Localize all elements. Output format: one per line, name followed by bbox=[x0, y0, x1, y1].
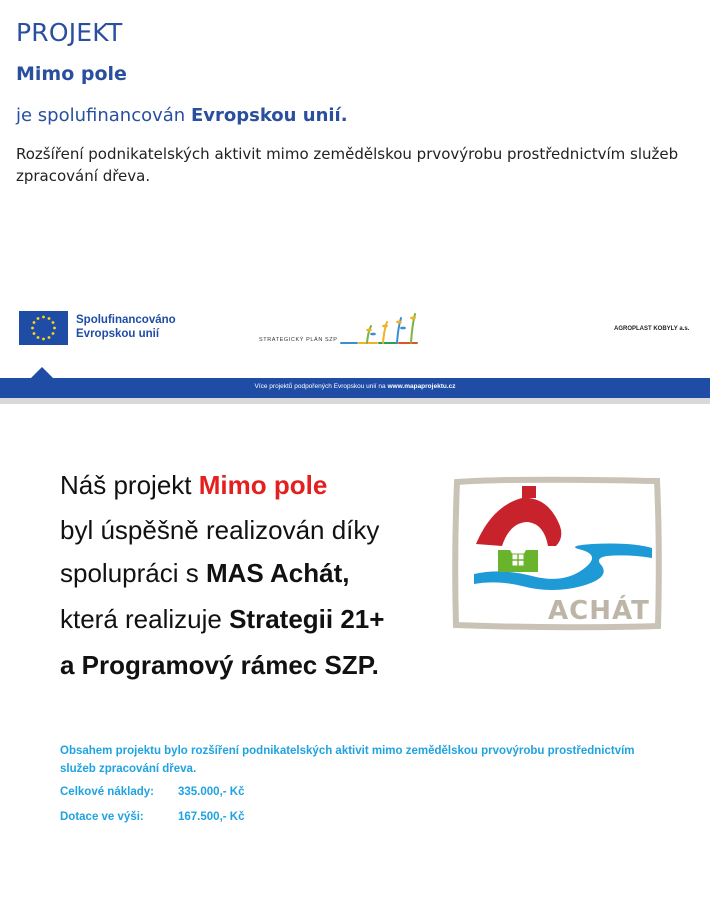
cofinancing-line bbox=[16, 105, 348, 126]
statement-line-5: a Programový rámec SZP. bbox=[60, 650, 379, 680]
szp-plants-icon bbox=[337, 310, 421, 346]
info-bar-text bbox=[0, 383, 710, 390]
statement-line-4 bbox=[60, 604, 384, 635]
statement-l1-prefix: Náš projekt bbox=[60, 470, 192, 500]
page-title: PROJEKT bbox=[16, 18, 123, 47]
statement-mas-achat: MAS Achát, bbox=[205, 558, 350, 588]
cost-value: 335.000,- Kč bbox=[178, 786, 245, 798]
bar-pointer bbox=[31, 367, 53, 378]
eu-flag-icon bbox=[19, 311, 68, 345]
cofinancing-eu: Evropskou unií. bbox=[190, 105, 348, 126]
statement-line-1 bbox=[60, 470, 327, 501]
statement-line-2: byl úspěšně realizován díky bbox=[60, 515, 380, 545]
footer-description: Obsahem projektu bylo rozšíření podnikatelských aktivit mimo zemědělskou prvovýrobu prostřednictvím služeb zpracování dřeva. bbox=[60, 745, 635, 775]
bar-shadow bbox=[0, 398, 710, 404]
statement-strategy: Strategii 21+ bbox=[229, 604, 385, 634]
info-bar-prefix: Více projektů podpořených Evropskou unií na bbox=[254, 383, 386, 390]
statement-line-3 bbox=[60, 558, 349, 589]
mapaprojektu-link[interactable]: www.mapaprojektu.cz bbox=[387, 383, 456, 390]
mas-achat-logo bbox=[452, 476, 662, 631]
szp-label: STRATEGICKÝ PLÁN SZP bbox=[259, 337, 338, 343]
cost-label: Celkové náklady: bbox=[60, 786, 154, 798]
achat-logo-text: ACHÁT bbox=[548, 596, 650, 626]
company-name: AGROPLAST KOBYLY a.s. bbox=[614, 326, 690, 332]
cofinancing-prefix: je spolufinancován bbox=[16, 105, 186, 126]
statement-l4-prefix: která realizuje bbox=[60, 604, 222, 634]
eu-cofinanced-label bbox=[76, 313, 176, 341]
subsidy-value: 167.500,- Kč bbox=[178, 811, 245, 823]
subsidy-label: Dotace ve výši: bbox=[60, 811, 144, 823]
project-name: Mimo pole bbox=[16, 63, 127, 85]
eu-label-line1: Spolufinancováno bbox=[76, 314, 176, 326]
project-description: Rozšíření podnikatelských aktivit mimo zemědělskou prvovýrobu prostřednictvím služeb zpracování dřeva. bbox=[16, 145, 679, 185]
statement-project-name: Mimo pole bbox=[198, 470, 328, 500]
statement-l3-prefix: spolupráci s bbox=[60, 558, 199, 588]
eu-label-line2: Evropskou unií bbox=[76, 328, 160, 340]
